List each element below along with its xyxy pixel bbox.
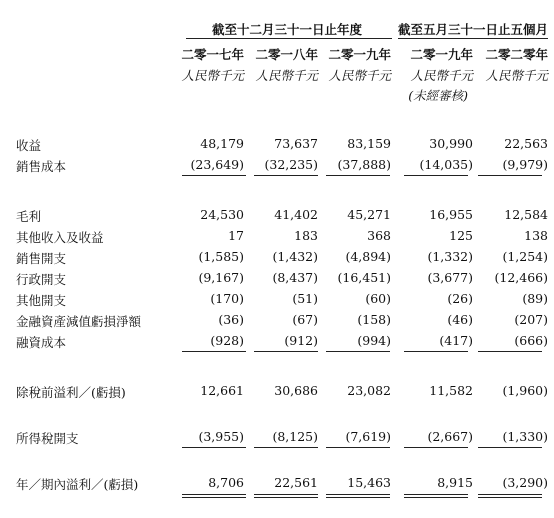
header-group-interim: 截至五月三十一日止五個月 (398, 22, 549, 37)
total-double-rule (326, 494, 390, 498)
table-cell: (1,332) (427, 249, 473, 264)
table-cell: 12,661 (200, 383, 244, 398)
table-cell: (14,035) (419, 157, 473, 172)
row-label: 年／期內溢利／(虧損) (16, 477, 139, 492)
table-cell: (1,254) (502, 249, 548, 264)
table-cell: 138 (524, 228, 548, 243)
table-cell: 8,915 (437, 475, 473, 490)
unit-2018: 人民幣千元 (255, 68, 318, 83)
subtotal-rule (404, 175, 468, 176)
table-cell: (994) (357, 333, 391, 348)
table-cell: 16,955 (429, 207, 473, 222)
table-cell: (12,466) (494, 270, 548, 285)
subtotal-rule (326, 447, 390, 448)
unit-2020-interim: 人民幣千元 (485, 68, 548, 83)
table-cell: (1,432) (272, 249, 318, 264)
row-label: 所得稅開支 (16, 431, 79, 446)
subtotal-rule (478, 175, 542, 176)
table-cell: 22,561 (274, 475, 318, 490)
subtotal-rule (404, 351, 468, 352)
subtotal-rule (326, 351, 390, 352)
unit-2019: 人民幣千元 (328, 68, 391, 83)
table-cell: (417) (439, 333, 473, 348)
table-cell: (1,585) (198, 249, 244, 264)
table-cell: (928) (210, 333, 244, 348)
row-label: 銷售成本 (16, 159, 67, 174)
table-cell: 41,402 (274, 207, 318, 222)
table-cell: (23,649) (190, 157, 244, 172)
subtotal-rule (182, 447, 246, 448)
table-cell: 8,706 (208, 475, 244, 490)
table-cell: (36) (218, 312, 244, 327)
table-cell: (1,330) (502, 429, 548, 444)
table-cell: 183 (294, 228, 318, 243)
subtotal-rule (254, 175, 318, 176)
table-cell: (1,960) (502, 383, 548, 398)
subtotal-rule (478, 351, 542, 352)
year-header-2020-interim: 二零二零年 (485, 47, 548, 62)
header-group-annual-rule (186, 38, 392, 39)
table-cell: (26) (447, 291, 473, 306)
row-label: 行政開支 (16, 272, 67, 287)
subtotal-rule (254, 351, 318, 352)
table-cell: 48,179 (200, 136, 244, 151)
table-cell: 368 (367, 228, 391, 243)
table-cell: 30,990 (429, 136, 473, 151)
table-cell: (9,979) (502, 157, 548, 172)
row-label: 收益 (16, 138, 42, 153)
table-cell: 11,582 (429, 383, 473, 398)
subtotal-rule (182, 175, 246, 176)
table-cell: (46) (447, 312, 473, 327)
year-header-2017: 二零一七年 (181, 47, 244, 62)
row-label: 金融資產減值虧損淨額 (16, 314, 142, 329)
table-cell: (7,619) (345, 429, 391, 444)
table-cell: (16,451) (337, 270, 391, 285)
table-cell: 23,082 (347, 383, 391, 398)
unaudited-note: (未經審核) (408, 88, 468, 103)
table-cell: (3,955) (198, 429, 244, 444)
header-group-interim-rule (398, 38, 548, 39)
row-label: 其他開支 (16, 293, 67, 308)
table-cell: (4,894) (345, 249, 391, 264)
table-cell: (32,235) (264, 157, 318, 172)
table-cell: 45,271 (347, 207, 391, 222)
table-cell: (3,290) (502, 475, 548, 490)
table-cell: 12,584 (504, 207, 548, 222)
total-double-rule (478, 494, 542, 498)
table-cell: 17 (228, 228, 244, 243)
row-label: 融資成本 (16, 335, 67, 350)
table-cell: (9,167) (198, 270, 244, 285)
subtotal-rule (478, 447, 542, 448)
table-cell: (666) (514, 333, 548, 348)
table-cell: (89) (522, 291, 548, 306)
table-cell: 125 (449, 228, 473, 243)
unit-2019-interim: 人民幣千元 (410, 68, 473, 83)
subtotal-rule (404, 447, 468, 448)
row-label: 其他收入及收益 (16, 230, 104, 245)
table-cell: (51) (292, 291, 318, 306)
table-cell: (8,125) (272, 429, 318, 444)
total-double-rule (182, 494, 246, 498)
table-cell: 24,530 (200, 207, 244, 222)
table-cell: 73,637 (274, 136, 318, 151)
table-cell: 22,563 (504, 136, 548, 151)
row-label: 毛利 (16, 209, 42, 224)
row-label: 銷售開支 (16, 251, 67, 266)
subtotal-rule (326, 175, 390, 176)
subtotal-rule (254, 447, 318, 448)
table-cell: (60) (365, 291, 391, 306)
table-cell: 15,463 (347, 475, 391, 490)
table-cell: (158) (357, 312, 391, 327)
row-label: 除稅前溢利／(虧損) (16, 385, 126, 400)
total-double-rule (254, 494, 318, 498)
table-cell: (2,667) (427, 429, 473, 444)
year-header-2018: 二零一八年 (255, 47, 318, 62)
table-cell: (912) (284, 333, 318, 348)
table-cell: (37,888) (337, 157, 391, 172)
header-group-annual: 截至十二月三十一日止年度 (211, 22, 362, 37)
table-cell: (3,677) (427, 270, 473, 285)
table-cell: (170) (210, 291, 244, 306)
year-header-2019-interim: 二零一九年 (410, 47, 473, 62)
unit-2017: 人民幣千元 (181, 68, 244, 83)
table-cell: (67) (292, 312, 318, 327)
subtotal-rule (182, 351, 246, 352)
table-cell: 30,686 (274, 383, 318, 398)
table-cell: 83,159 (347, 136, 391, 151)
total-double-rule (404, 494, 468, 498)
table-cell: (207) (514, 312, 548, 327)
table-cell: (8,437) (272, 270, 318, 285)
year-header-2019: 二零一九年 (328, 47, 391, 62)
